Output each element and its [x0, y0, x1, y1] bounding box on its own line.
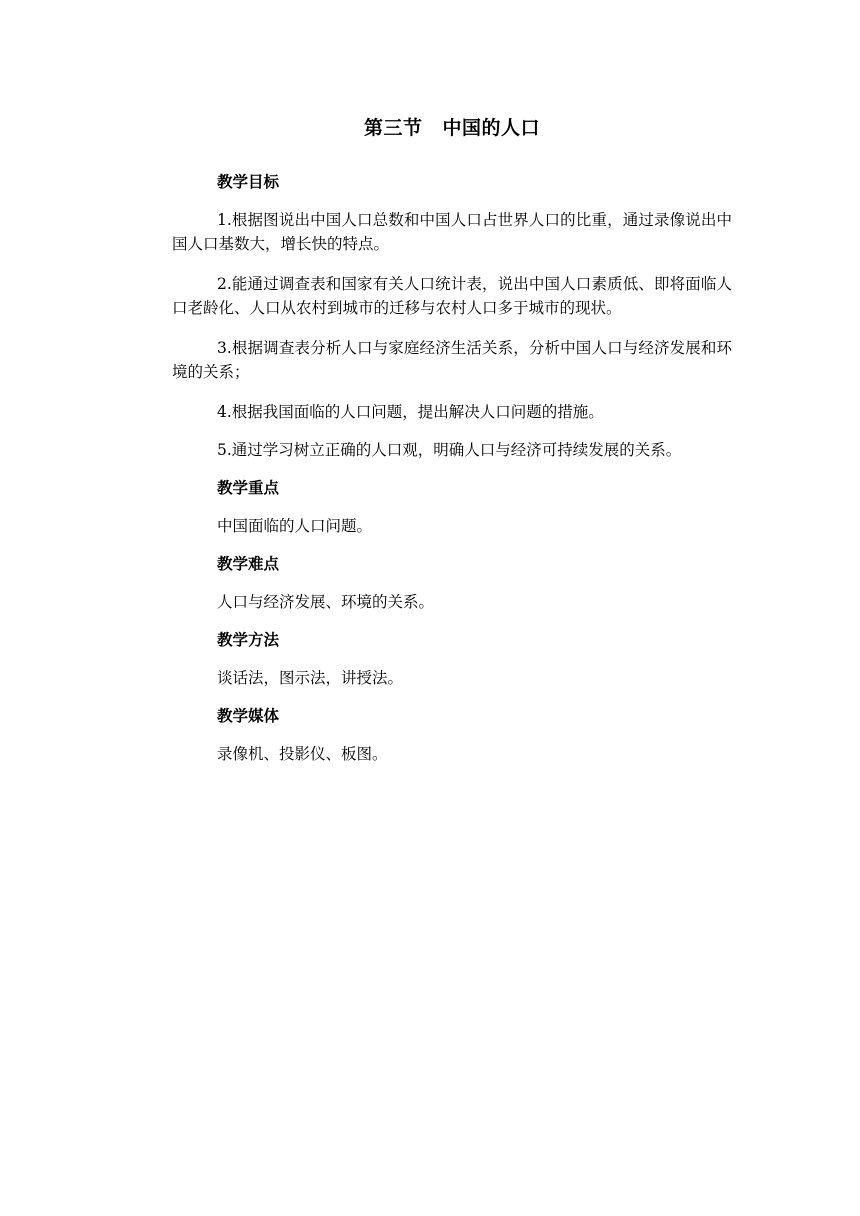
section-number: 第三节 — [363, 117, 423, 139]
objective-item-4: 4.根据我国面临的人口问题，提出解决人口问题的措施。 — [217, 403, 604, 421]
objectives-heading: 教学目标 — [217, 173, 280, 191]
objective-item-2: 2.能通过调查表和国家有关人口统计表，说出中国人口素质低、即将面临人口老龄化、人口从农村到城市的迁移与农村人口多于城市的现状。 — [172, 275, 732, 317]
objective-item-5: 5.通过学习树立正确的人口观，明确人口与经济可持续发展的关系。 — [217, 441, 682, 459]
key-points-text: 中国面临的人口问题。 — [217, 517, 373, 535]
objective-item-1: 1.根据图说出中国人口总数和中国人口占世界人口的比重，通过录像说出中国人口基数大，增长快的特点。 — [172, 211, 732, 253]
objective-item-3: 3.根据调查表分析人口与家庭经济生活关系，分析中国人口与经济发展和环境的关系； — [172, 339, 732, 381]
media-heading: 教学媒体 — [217, 707, 280, 725]
page-title — [172, 114, 732, 142]
media-text: 录像机、投影仪、板图。 — [217, 745, 388, 763]
document-content — [172, 114, 732, 780]
methods-heading: 教学方法 — [217, 631, 280, 649]
methods-text: 谈话法，图示法，讲授法。 — [217, 669, 404, 687]
difficulties-heading: 教学难点 — [217, 555, 280, 573]
key-points-heading: 教学重点 — [217, 479, 280, 497]
difficulties-text: 人口与经济发展、环境的关系。 — [217, 593, 435, 611]
section-name: 中国的人口 — [442, 117, 541, 139]
